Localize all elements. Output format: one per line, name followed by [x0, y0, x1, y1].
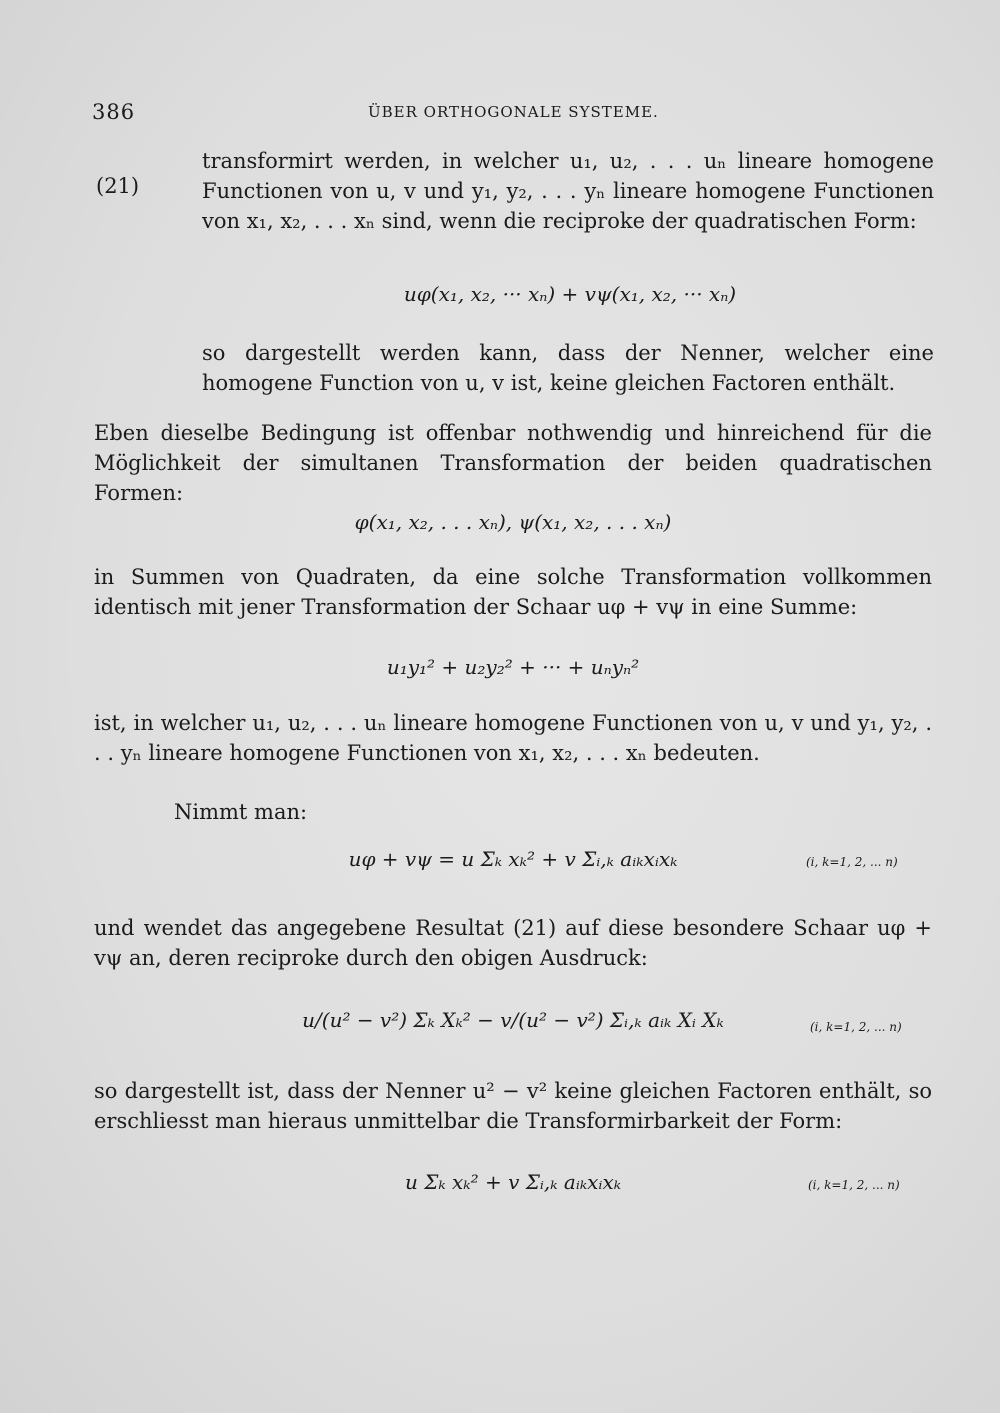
formula-schaar: uφ + vψ = u Σₖ xₖ² + v Σᵢ,ₖ aᵢₖxᵢxₖ — [348, 847, 678, 871]
formula-transformable-form: u Σₖ xₖ² + v Σᵢ,ₖ aᵢₖxᵢxₖ — [404, 1170, 622, 1194]
paragraph: so dargestellt ist, dass der Nenner u² − v² keine gleichen Factoren enthält, so erschliesst man hieraus unmittelbar die Transformirbarkeit der Form: — [94, 1079, 932, 1133]
paragraph: ist, in welcher u₁, u₂, . . . uₙ lineare homogene Functionen von u, v und y₁, y₂, . . . yₙ lineare homogene Functionen von x₁, x₂, . . . xₙ bedeuten. — [94, 711, 932, 765]
paragraph: Eben dieselbe Bedingung ist offenbar nothwendig und hinreichend für die Möglichkeit der simultanen Transformation der beiden quadratischen Formen: — [94, 421, 932, 505]
equation-label: (21) — [96, 174, 140, 198]
paragraph: Nimmt man: — [174, 800, 308, 824]
paragraph: und wendet das angegebene Resultat (21) auf diese besondere Schaar uφ + vψ an, deren reciproke durch den obigen Ausdruck: — [94, 916, 932, 970]
formula-index-range: (i, k=1, 2, ... n) — [810, 1020, 902, 1034]
formula-reciprocal: u/(u² − v²) Σₖ Xₖ² − v/(u² − v²) Σᵢ,ₖ aᵢₖ Xᵢ Xₖ — [302, 1008, 724, 1032]
theorem-statement-continued: so dargestellt werden kann, dass der Nenner, welcher eine homogene Function von u, v ist, keine gleichen Factoren enthält. — [202, 341, 934, 395]
page-header — [92, 100, 912, 128]
formula-sum-of-squares: u₁y₁² + u₂y₂² + ··· + uₙyₙ² — [386, 655, 640, 679]
page-number: 386 — [92, 100, 136, 124]
formula-index-range: (i, k=1, 2, ... n) — [808, 1178, 900, 1192]
formula-two-forms: φ(x₁, x₂, . . . xₙ), ψ(x₁, x₂, . . . xₙ) — [354, 510, 672, 534]
theorem-statement: transformirt werden, in welcher u₁, u₂, . . . uₙ lineare homogene Functionen von u, v und y₁, y₂, . . . yₙ lineare homogene Functionen von x₁, x₂, . . . xₙ sind, wenn die reciproke der quadratischen Form: — [202, 149, 934, 233]
paragraph: in Summen von Quadraten, da eine solche Transformation vollkommen identisch mit jener Transformation der Schaar uφ + vψ in eine Summe: — [94, 565, 932, 619]
running-head: ÜBER ORTHOGONALE SYSTEME. — [368, 103, 659, 121]
formula-quadratic-form: uφ(x₁, x₂, ··· xₙ) + vψ(x₁, x₂, ··· xₙ) — [403, 282, 737, 306]
formula-index-range: (i, k=1, 2, ... n) — [806, 855, 898, 869]
